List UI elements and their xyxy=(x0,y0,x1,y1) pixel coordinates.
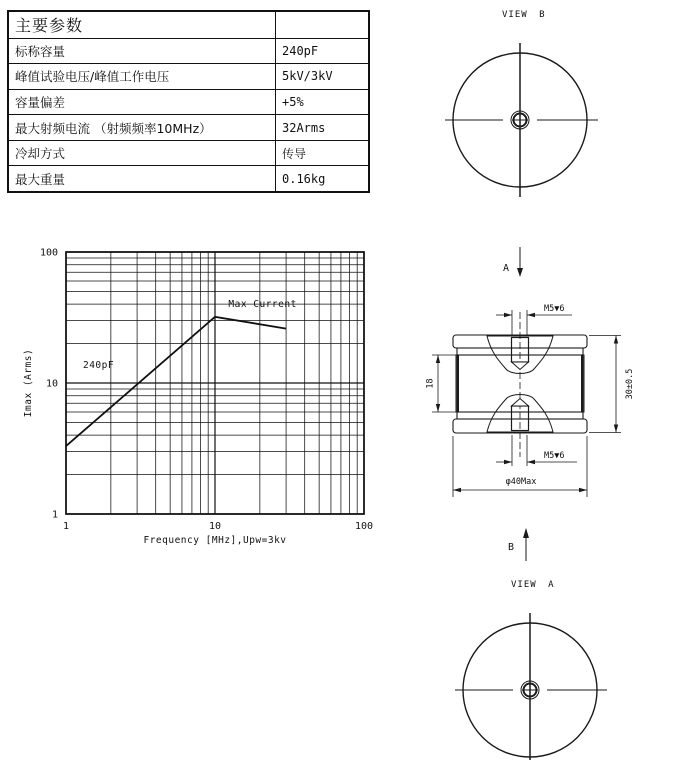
arrowhead-right-icon xyxy=(579,488,587,492)
thread-callout-bottom-lines xyxy=(496,435,577,466)
annotation-max-current: Max Current xyxy=(228,299,297,311)
param-label: 容量偏差 xyxy=(15,94,66,110)
table-header-row xyxy=(9,12,368,38)
y-tick-label: 100 xyxy=(39,247,58,259)
x-axis-label: Frequency [MHz],Upw=3kv xyxy=(143,535,287,546)
view-b-title: VIEW B xyxy=(502,10,546,20)
view-b-drawing xyxy=(445,10,598,197)
param-label: 峰值试验电压/峰值工作电压 xyxy=(15,69,170,85)
table-row xyxy=(9,38,368,64)
param-value: 传导 xyxy=(275,141,368,166)
table-row xyxy=(9,165,368,191)
parameters-table xyxy=(7,10,370,193)
y-axis-label: Imax (Arms) xyxy=(23,348,34,418)
arrowhead-left-icon xyxy=(527,313,535,317)
annotation-240pf: 240pF xyxy=(82,360,115,372)
arrowhead-up-icon xyxy=(614,336,618,344)
param-label: 最大射频电流 （射频频率10MHz） xyxy=(15,120,212,136)
arrowhead-up-icon xyxy=(523,528,529,538)
dim-diameter: φ40Max xyxy=(505,477,537,487)
y-tick-label: 1 xyxy=(51,509,58,521)
x-tick-label: 10 xyxy=(208,521,222,532)
arrowhead-right-icon xyxy=(504,460,512,464)
direction-label-a: A xyxy=(503,263,510,274)
table-title-value xyxy=(275,12,368,38)
x-tick-label: 100 xyxy=(354,521,374,532)
engineering-drawings xyxy=(420,0,691,764)
arrowhead-right-icon xyxy=(504,313,512,317)
y-tick-label: 10 xyxy=(45,378,58,390)
thread-callout-bottom: M5▼6 xyxy=(544,451,565,461)
arrowhead-left-icon xyxy=(527,460,535,464)
arrowhead-left-icon xyxy=(453,488,461,492)
dim-total-height: 30±0.5 xyxy=(625,368,635,400)
series-line-240pF xyxy=(66,317,286,446)
param-label: 最大重量 xyxy=(15,171,66,187)
table-row xyxy=(9,140,368,166)
arrowhead-down-icon xyxy=(517,268,523,277)
arrowhead-up-icon xyxy=(436,355,440,363)
dim-30-lines xyxy=(589,336,621,433)
arrowhead-down-icon xyxy=(614,425,618,433)
param-value: 5kV/3kV xyxy=(275,64,368,89)
param-value: 0.16kg xyxy=(275,166,368,191)
view-a-title: VIEW A xyxy=(511,580,555,590)
param-value: 32Arms xyxy=(275,115,368,140)
direction-label-b: B xyxy=(508,542,515,553)
thread-callout-top: M5▼6 xyxy=(544,304,565,314)
param-value: 240pF xyxy=(275,39,368,64)
x-tick-label: 1 xyxy=(62,521,70,532)
param-value: +5% xyxy=(275,90,368,115)
table-row xyxy=(9,89,368,115)
arrowhead-down-icon xyxy=(436,404,440,412)
table-row xyxy=(9,114,368,140)
dim-18-lines xyxy=(432,355,456,412)
view-a-drawing xyxy=(455,580,607,760)
dim-inner-height: 18 xyxy=(425,378,436,389)
table-row xyxy=(9,63,368,89)
param-label: 标称容量 xyxy=(15,43,66,59)
param-label: 冷却方式 xyxy=(15,146,66,162)
imax-frequency-chart xyxy=(0,240,400,560)
section-drawing xyxy=(426,247,636,561)
table-title: 主要参数 xyxy=(15,16,84,36)
